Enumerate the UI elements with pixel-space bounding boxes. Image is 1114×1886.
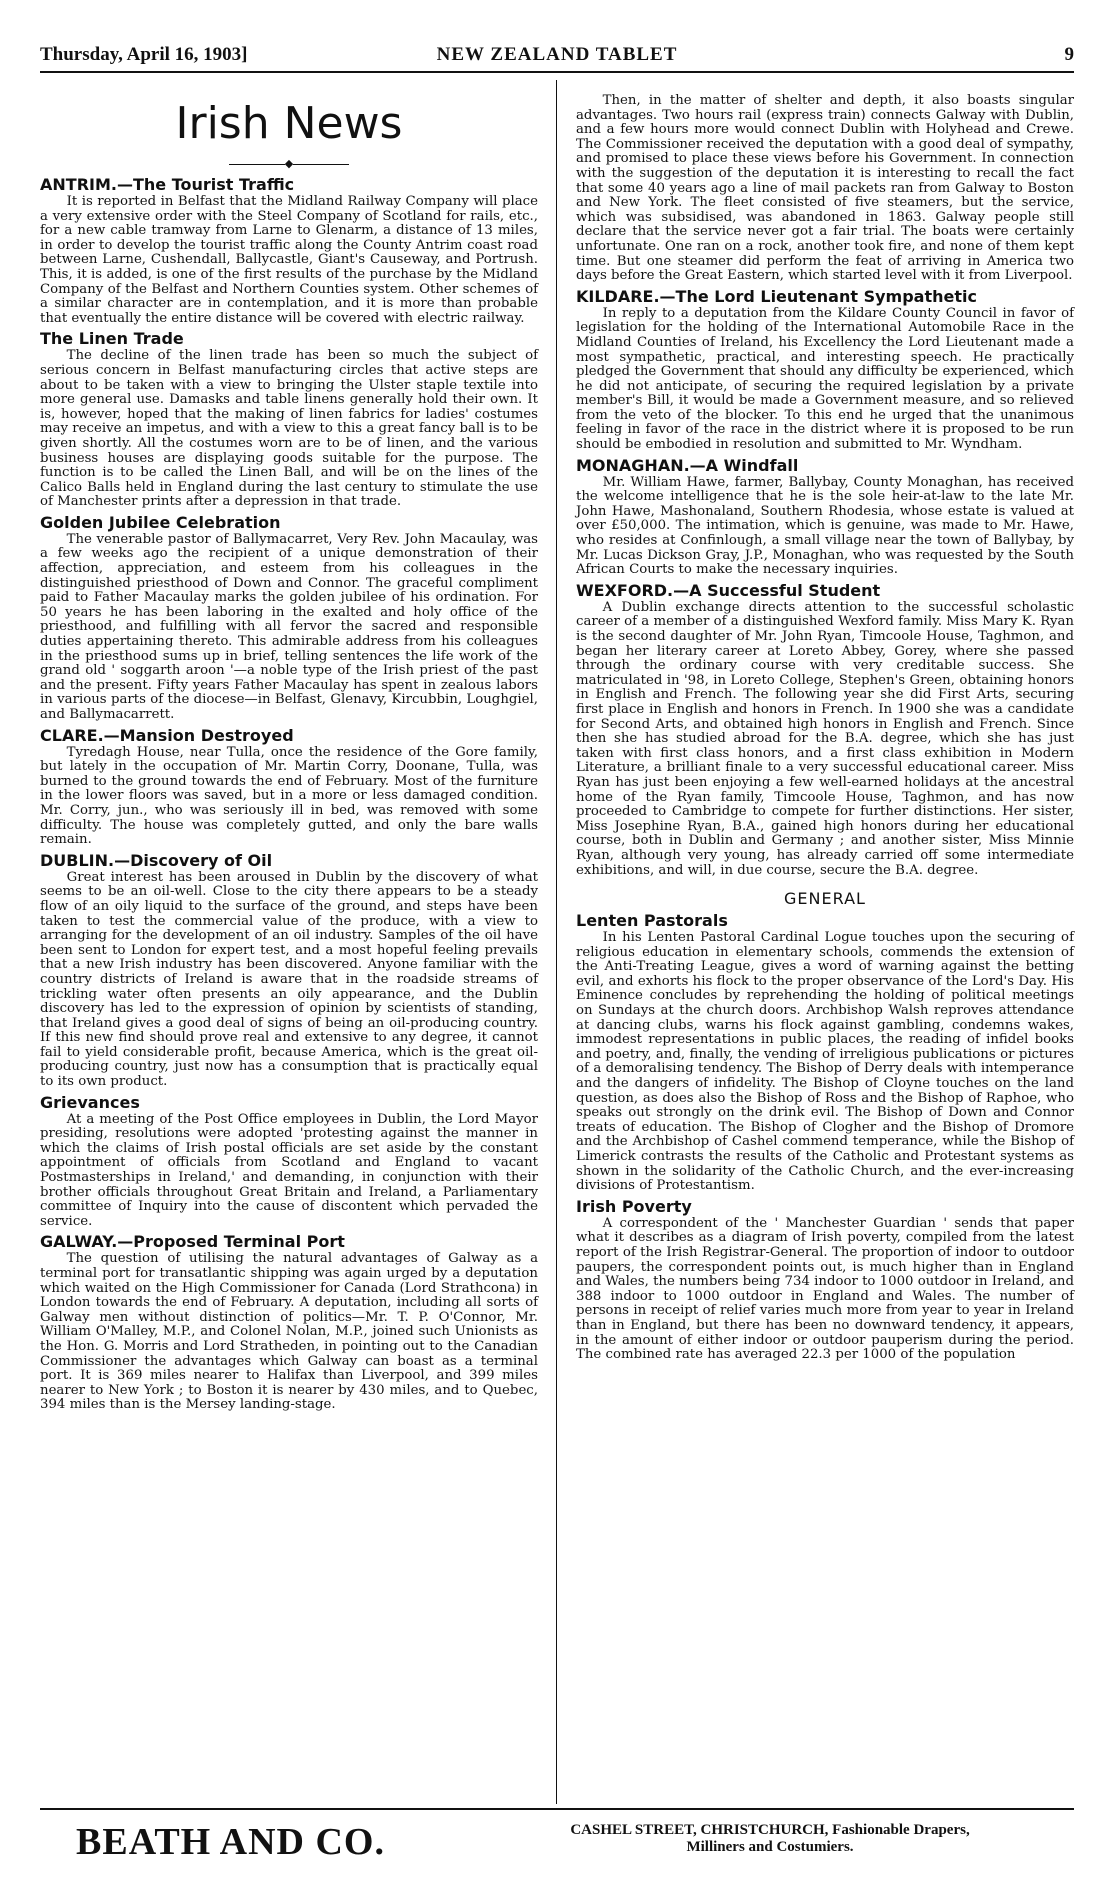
advertiser-address bbox=[510, 1822, 1030, 1856]
article bbox=[576, 288, 1074, 453]
advertisement-footer bbox=[40, 1818, 1074, 1868]
article-heading: Irish Poverty bbox=[576, 1196, 692, 1216]
article-paragraph: The decline of the linen trade has been so much the subject of serious concern in Belfast manufacturing circles that active steps are about to be taken with a view to bringing the Ulster staple textile into more general use. Damasks and table linens generally hold their own. It is, however, hoped that the making of linen fabrics for ladies' costumes may receive an impetus, and with a view to this a great fancy ball is to be given shortly. All the costumes worn are to be of linen, and the various business houses are displaying goods suitable for the purpose. The function is to be called the Linen Ball, and will be on the lines of the Calico Balls held in England during the last century to stimulate the use of Manchester prints after a depression in that trade. bbox=[40, 348, 538, 510]
address-line: CASHEL STREET, CHRISTCHURCH, Fashionable Drapers, bbox=[570, 1822, 970, 1838]
page-title: Irish News bbox=[175, 98, 403, 149]
article-paragraph: The venerable pastor of Ballymacarret, Very Rev. John Macaulay, was a few weeks ago the recipient of a unique demonstration of their affection, appreciation, and esteem from his colleagues in the distinguished priesthood of Down and Connor. The graceful compliment paid to Father Macaulay marks the golden jubilee of his ordination. For 50 years he has been laboring in the exalted and holy office of the priesthood, and fulfilling with all fervor the sacred and responsible duties appertaining thereto. This admirable address from his colleagues in the priesthood sums up in brief, telling sentences the life work of the grand old ' soggarth aroon '—a noble type of the Irish priest of the past and the present. Fifty years Father Macaulay has spent in zealous labors in various parts of the diocese—in Belfast, Glenavy, Kircubbin, Loughgiel, and Ballymacarrett. bbox=[40, 531, 538, 722]
article-paragraph: In reply to a deputation from the Kildare County Council in favor of legislation for the holding of the International Automobile Race in the Midland Counties of Ireland, his Excellency the Lord Lieutenant made a most sympathetic, practical, and interesting speech. He practically pledged the Government that should any difficulty be experienced, which he did not anticipate, of securing the required legislation by a private member's Bill, it would be made a Government measure, and so relieved from the veto of the blocker. To this end he urged that the unanimous feeling in favor of the race in the district where it is proposed to be run should be embodied in resolution and submitted to Mr. Wyndham. bbox=[576, 305, 1074, 453]
footer-rule bbox=[40, 1808, 1074, 1810]
article bbox=[576, 582, 1074, 878]
article bbox=[40, 176, 538, 326]
article bbox=[40, 1233, 538, 1413]
article-paragraph: In his Lenten Pastoral Cardinal Logue touches upon the securing of religious education in elementary schools, commends the extension of the Anti-Treating League, gives a word of warning against the betting evil, and exhorts his flock to the proper observance of the Lord's Day. His Eminence concludes by reprehending the holding of political meetings on Sundays at the church doors. Archbishop Walsh reproves attendance at dancing clubs, warns his flock against gambling, condemns wakes, immodest representations in public places, the reading of infidel books and poetry, and, finally, the vending of irreligious publications or pictures of a demoralising tendency. The Bishop of Derry deals with intemperance and the dangers of infidelity. The Bishop of Cloyne touches on the land question, as does also the Bishop of Ross and the Bishop of Raphoe, who speaks out strongly on the drink evil. The Bishop of Down and Connor treats of education. The Bishop of Clogher and the Bishop of Dromore and the Archbishop of Cashel commend temperance, while the Bishop of Limerick contrasts the results of the Catholic and Protestant systems as shown in the solidarity of the Catholic Church, and the ever-increasing divisions of Protestantism. bbox=[576, 930, 1074, 1194]
article bbox=[576, 457, 1074, 578]
address-line: Milliners and Costumiers. bbox=[686, 1839, 854, 1855]
advertiser-name: BEATH AND CO. bbox=[76, 1821, 385, 1863]
article-heading: KILDARE.—The Lord Lieutenant Sympathetic bbox=[576, 286, 977, 306]
article bbox=[576, 912, 1074, 1194]
article-heading: ANTRIM.—The Tourist Traffic bbox=[40, 175, 295, 194]
right-column bbox=[576, 94, 1074, 1363]
article-paragraph: It is reported in Belfast that the Midland Railway Company will place a very extensive order with the Steel Company of Scotland for rails, etc., for a new cable tramway from Larne to Glenarm, a distance of 13 miles, in order to develop the tourist traffic along the County Antrim coast road between Larne, Cushendall, Ballycastle, Giant's Causeway, and Portrush. This, it is added, is one of the first results of the purchase by the Midland Company of the Belfast and Northern Counties system. Other schemes of a similar character are in contemplation, and it is more than probable that eventually the entire distance will be covered with electric railway. bbox=[40, 194, 538, 326]
article-paragraph: A Dublin exchange directs attention to the successful scholastic career of a member of a distinguished Wexford family. Miss Mary K. Ryan is the second daughter of Mr. John Ryan, Timcoole House, Taghmon, and began her literary career at Loreto Abbey, Gorey, where she passed through the ordinary course with very creditable success. She matriculated in '98, in Loreto College, Stephen's Green, obtaining honors in English and French. The following year she did First Arts, securing first place in English and honors in French. In 1900 she was a candidate for Second Arts, and obtained high honors in English and French. Since then she has studied abroad for the B.A. degree, which she has just taken with first class honors, and a first class exhibition in Modern Literature, a brilliant finale to a very successful educational career. Miss Ryan has just been enjoying a few well-earned holidays at the ancestral home of the Ryan family, Timcoole House, Taghmon, and has now proceeded to Cambridge to compete for further distinctions. Her sister, Miss Josephine Ryan, B.A., gained high honors during her educational course, both in Dublin and Germany ; and another sister, Miss Minnie Ryan, although very young, has already carried off some intermediate exhibitions, and will, in due course, secure the B.A. degree. bbox=[576, 599, 1074, 878]
article-heading: DUBLIN.—Discovery of Oil bbox=[40, 850, 273, 870]
article-heading: WEXFORD.—A Successful Student bbox=[576, 580, 881, 600]
page-number: 9 bbox=[1064, 44, 1074, 65]
article-paragraph: Great interest has been aroused in Dublin by the discovery of what seems to be an oil-well. Close to the city there appears to be a steady flow of an oily liquid to the surface of the ground, and steps have been taken to test the commercial value of the produce, with a view to arranging for the development of an oil industry. Samples of the oil have been sent to London for expert test, and a most hopeful feeling prevails that a new Irish industry has been discovered. Anyone familiar with the country districts of Ireland is aware that in the roadside streams of trickling water often presents an oily appearance, and the Dublin discovery has led to the expression of opinion by scientists of standing, that Ireland gives a good deal of signs of being an oil-producing country. If this new find should prove real and extensive to any degree, it cannot fail to yield considerable profit, because America, which is the great oil-producing country, just now has a consumption that is practically equal to its own product. bbox=[40, 869, 538, 1090]
article-heading: MONAGHAN.—A Windfall bbox=[576, 455, 799, 475]
article bbox=[576, 890, 1074, 908]
article-heading: Grievances bbox=[40, 1092, 140, 1112]
article bbox=[40, 1094, 538, 1230]
article-heading: CLARE.—Mansion Destroyed bbox=[40, 725, 294, 745]
article bbox=[576, 1198, 1074, 1363]
article-paragraph: At a meeting of the Post Office employees in Dublin, the Lord Mayor presiding, resolutions were adopted 'protesting against the manner in which the claims of Irish postal officials are set aside by the constant appointment of officials from Scotland and England to vacant Postmasterships in Ireland,' and demanding, in conjunction with their brother officials throughout Great Britain and Ireland, a Parliamentary committee of Inquiry into the cause of discontent which pervaded the service. bbox=[40, 1111, 538, 1229]
column-divider bbox=[556, 80, 557, 1804]
article-heading: Golden Jubilee Celebration bbox=[40, 512, 281, 532]
article-heading: The Linen Trade bbox=[40, 329, 184, 349]
article bbox=[40, 330, 538, 510]
article-heading: GALWAY.—Proposed Terminal Port bbox=[40, 1232, 345, 1252]
left-column bbox=[40, 92, 538, 1413]
article-paragraph: The question of utilising the natural advantages of Galway as a terminal port for transatlantic shipping was again urged by a deputation which waited on the High Commissioner for Canada (Lord Strathcona) in London towards the end of February. A deputation, including all sorts of Galway men without distinction of politics—Mr. T. P. O'Connor, Mr. William O'Malley, M.P., and Colonel Nolan, M.P., joined such Unionists as the Hon. G. Morris and Lord Stratheden, in pointing out to the Canadian Commissioner the advantages which Galway can boast as a terminal port. It is 369 miles nearer to Halifax than Liverpool, and 399 miles nearer to New York ; to Boston it is nearer by 430 miles, and to Quebec, 394 miles than is the Mersey landing-stage. bbox=[40, 1251, 538, 1413]
article-paragraph: Tyredagh House, near Tulla, once the residence of the Gore family, but lately in the occupation of Mr. Martin Corry, Doonane, Tulla, was burned to the ground towards the end of February. Most of the furniture in the lower floors was saved, but in a more or less damaged condition. Mr. Corry, jun., who was seriously ill in bed, was removed with some difficulty. The house was completely gutted, and only the bare walls remain. bbox=[40, 744, 538, 848]
article bbox=[576, 94, 1074, 284]
issue-date: Thursday, April 16, 1903] bbox=[40, 44, 248, 65]
article-paragraph: Then, in the matter of shelter and depth, it also boasts singular advantages. Two hours rail (express train) connects Galway with Dublin, and a few hours more would connect Dublin with Holyhead and Crewe. The Commissioner received the deputation with a good deal of sympathy, and promised to place these views before his Government. In connection with the suggestion of the deputation it is interesting to recall the fact that some 40 years ago a line of mail packets ran from Galway to Boston and New York. The fleet consisted of five steamers, but the service, which was subsidised, was abandoned in 1863. Galway people still declare that the service never got a fair trial. The boats were certainly unfortunate. One ran on a rock, another took fire, and none of them kept time. But one steamer did perform the feat of arriving in America two days before the Great Eastern, which started level with it from Liverpool. bbox=[576, 93, 1074, 284]
running-header bbox=[40, 44, 1074, 70]
article-paragraph: Mr. William Hawe, farmer, Ballybay, County Monaghan, has received the welcome intelligence that he is the sole heir-at-law to the late Mr. John Hawe, Mashonaland, Southern Rhodesia, whose estate is valued at over £50,000. The intimation, which is genuine, was made to Mr. Hawe, who resides at Confinlough, a small village near the town of Ballybay, by Mr. Lucas Dickson Gray, J.P., Monaghan, who was requested by the South African Courts to make the necessary inquiries. bbox=[576, 474, 1074, 578]
article-paragraph: A correspondent of the ' Manchester Guardian ' sends that paper what it describes as a diagram of Irish poverty, compiled from the latest report of the Irish Registrar-General. The proportion of indoor to outdoor paupers, the correspondent points out, is much higher than in England and Wales, the numbers being 734 indoor to 1000 outdoor in Ireland, and 388 indoor to 1000 outdoor in England and Wales. The number of persons in receipt of relief varies much more from year to year in Ireland than in England, but there has been no downward tendency, it appears, in the amount of either indoor or outdoor pauperism during the period. The combined rate has averaged 22.3 per 1000 of the population bbox=[576, 1215, 1074, 1363]
header-rule bbox=[40, 71, 1074, 73]
article bbox=[40, 727, 538, 848]
right-articles bbox=[576, 94, 1074, 1363]
article bbox=[40, 852, 538, 1090]
article-heading: Lenten Pastorals bbox=[576, 911, 728, 931]
left-articles bbox=[40, 176, 538, 1413]
publication-name: NEW ZEALAND TABLET bbox=[436, 44, 678, 65]
article bbox=[40, 514, 538, 723]
title-ornament: ◆ bbox=[40, 158, 538, 170]
article-heading: GENERAL bbox=[784, 889, 866, 909]
